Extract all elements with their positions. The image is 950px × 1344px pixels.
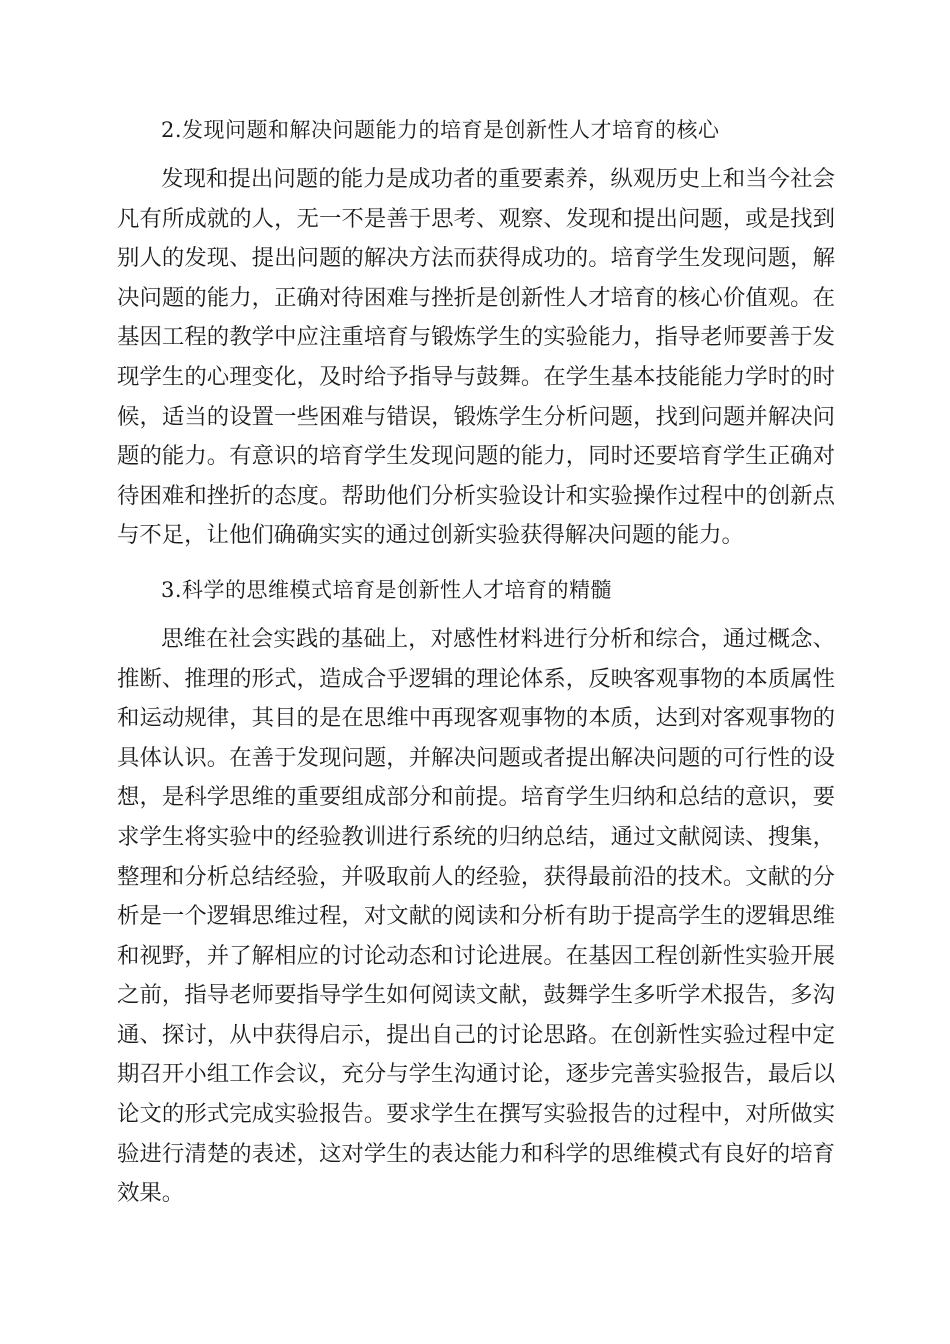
document-page (117, 112, 835, 1230)
section-heading-3: 3.科学的思维模式培育是创新性人才培育的精髓 (161, 577, 613, 602)
section-paragraph-2: 发现和提出问题的能力是成功者的重要素养，纵观历史上和当今社会凡有所成就的人，无一不是善于思考、观察、发现和提出问题，或是找到别人的发现、提出问题的解决方法而获得成功的。培育学生发现问题，解决问题的能力，正确对待困难与挫折是创新性人才培育的核心价值观。在基因工程的教学中应注重培育与锻炼学生的实验能力，指导老师要善于发现学生的心理变化，及时给予指导与鼓舞。在学生基本技能能力学时的时候，适当的设置一些困难与错误，锻炼学生分析问题，找到问题并解决问题的能力。有意识的培育学生发现问题的能力，同时还要培育学生正确对待困难和挫折的态度。帮助他们分析实验设计和实验操作过程中的创新点与不足，让他们确确实实的通过创新实验获得解决问题的能力。 (117, 166, 835, 549)
section-paragraph-3: 思维在社会实践的基础上，对感性材料进行分析和综合，通过概念、推断、推理的形式，造成合乎逻辑的理论体系，反映客观事物的本质属性和运动规律，其目的是在思维中再现客观事物的本质，达到对客观事物的具体认识。在善于发现问题，并解决问题或者提出解决问题的可行性的设想，是科学思维的重要组成部分和前提。培育学生归纳和总结的意识，要求学生将实验中的经验教训进行系统的归纳总结，通过文献阅读、搜集，整理和分析总结经验，并吸取前人的经验，获得最前沿的技术。文献的分析是一个逻辑思维过程，对文献的阅读和分析有助于提高学生的逻辑思维和视野，并了解相应的讨论动态和讨论进展。在基因工程创新性实验开展之前，指导老师要指导学生如何阅读文献，鼓舞学生多听学术报告，多沟通、探讨，从中获得启示，提出自己的讨论思路。在创新性实验过程中定期召开小组工作会议，充分与学生沟通讨论，逐步完善实验报告，最后以论文的形式完成实验报告。要求学生在撰写实验报告的过程中，对所做实验进行清楚的表述，这对学生的表达能力和科学的思维模式有良好的培育效果。 (117, 625, 835, 1207)
section-heading-2: 2.发现问题和解决问题能力的培育是创新性人才培育的核心 (161, 118, 720, 142)
